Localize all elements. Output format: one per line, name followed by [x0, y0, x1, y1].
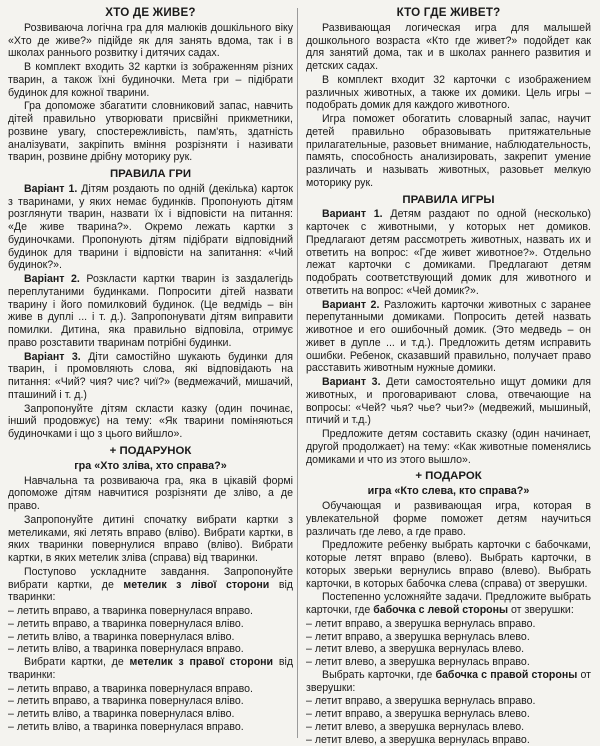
ua-variant-2 [8, 273, 293, 350]
ua-left-list [8, 605, 293, 656]
ua-right-list [8, 683, 293, 734]
ru-variant-3-text: Дети самостоятельно ищут домики для животных, и проговаривают слова, отвечающие на вопросы: «Чей? чья? чье? чьи?» (медвежий, мышиный, птичий и т.д.) [306, 376, 591, 427]
list-item: – летить вправо, а тваринка повернулася вліво. [8, 695, 293, 708]
ua-gift-subtitle: гра «Хто зліва, хто справа?» [74, 459, 227, 472]
ua-variant-2-label: Варіант 2. [24, 273, 80, 286]
ru-variant-1-text: Детям раздают по одной (несколько) карточек с животными, у которых нет домиков. Предлагают детям рассмотреть животных, назвать их и ответить на вопрос: «Где живет животное?». Отдельно лежат карточки с домиками. Предлагают детям подобрать соответствующий домик для животного и ответить на вопрос: «Чей домик?». [306, 208, 591, 297]
list-item: – летит вправо, а зверушка вернулась влево. [306, 708, 591, 721]
ru-gift-p4 [306, 669, 591, 695]
ru-gift-p3 [306, 591, 591, 617]
ru-gift-subtitle: игра «Кто слева, кто справа?» [367, 485, 530, 498]
list-item: – летить вправо, а тваринка повернулася вправо. [8, 683, 293, 696]
ru-rules-title: ПРАВИЛА ИГРЫ [402, 193, 495, 206]
ru-left-list [306, 618, 591, 669]
ua-variant-2-text: Розкласти картки тварин із заздалегідь переплутаними будинками. Попросити дітей назвати тварину і його помилковий будинок. (Це ведмідь – він живе в дуплі ... і т. д.). Запропонувати дітям виправити помилки. Дитина, яка правильно відповіла, отримує право розставити тваринам потрібні будинки. [8, 273, 293, 349]
ua-variant-3-text: Діти самостійно шукають будинки для тварин, і промовляють слова, які відповідають на питання: «Чий? чия? чиє? чиї?» (ведмежачий, мишачий, пташиний і т. д.) [8, 350, 293, 401]
list-item: – летить вліво, а тваринка повернулася вправо. [8, 721, 293, 734]
ru-variant-3-label: Вариант 3. [322, 376, 381, 389]
ru-gift-p3-bold: бабочка с левой стороны [373, 604, 509, 617]
ua-variant-3-label: Варіант 3. [24, 350, 81, 363]
ru-gift-p3-c: от зверушки: [508, 604, 574, 617]
list-item: – летит влево, а зверушка вернулась влево. [306, 643, 591, 656]
list-item: – летит влево, а зверушка вернулась вправо. [306, 656, 591, 669]
russian-column [306, 4, 591, 746]
ru-intro-1: Развивающая логическая игра для малышей дошкольного возраста «Кто где живет?» подойдет как для занятий дома, так и в школах раннего развития и детских садах. [306, 21, 591, 73]
list-item: – летить вправо, а тваринка повернулася вліво. [8, 618, 293, 631]
list-item: – летить вправо, а тваринка повернулася вправо. [8, 605, 293, 618]
ru-variant-1-label: Вариант 1. [322, 208, 383, 221]
ua-rules-title: ПРАВИЛА ГРИ [109, 168, 192, 181]
ua-gift-p3-c: від тваринки: [8, 578, 293, 604]
list-item: – летит влево, а зверушка вернулась влево. [306, 721, 591, 734]
ru-gift-p4-bold: бабочка с правой стороны [435, 668, 578, 681]
ru-title: КТО ГДЕ ЖИВЕТ? [396, 6, 501, 19]
ru-intro-3: Игра поможет обогатить словарный запас, научит детей правильно образовывать притяжательные прилагательные, разовьет внимание, наблюдательность, память, способность анализировать, закрепит умение различать и называть животных, разовьет мелкую моторику рук. [306, 113, 591, 189]
ua-gift-p1: Навчальна та розвиваюча гра, яка в цікавій формі допоможе дітям навчитися розрізняти де зліво, а де право. [8, 474, 293, 513]
ru-variant-3 [306, 376, 591, 427]
ukrainian-column [8, 4, 293, 734]
ua-gift-p2: Запропонуйте дитині спочатку вибрати картки з метеликами, які летять вправо (вліво). Вибрати картки, в яких тваринки повернулися вправо (вліво). Вибрати картки, в яких метелик зліва (справа) від тваринки. [8, 513, 293, 565]
list-item: – летить вліво, а тваринка повернулася вліво. [8, 708, 293, 721]
ua-gift-p3-a: Поступово ускладните завдання. Запропонуйте вибрати картки, де [8, 565, 293, 591]
list-item: – летит вправо, а зверушка вернулась вправо. [306, 618, 591, 631]
list-item: – летить вліво, а тваринка повернулася вліво. [8, 631, 293, 644]
ru-story: Предложите детям составить сказку (один начинает, другой продолжает) на тему: «Как животные поменялись домиками и что из этого вышло». [306, 428, 591, 466]
ua-variant-3 [8, 351, 293, 402]
ua-intro-1: Розвиваюча логічна гра для малюків дошкільного віку «Хто де живе?» підійде як для занять вдома, так і в школах раннього розвитку і дитячих садах. [8, 21, 293, 60]
list-item: – летит вправо, а зверушка вернулась вправо. [306, 695, 591, 708]
ru-variant-1 [306, 208, 591, 297]
list-item: – летит влево, а зверушка вернулась вправо. [306, 734, 591, 746]
ua-gift-p4-bold: метелик з правої сторони [129, 656, 274, 669]
column-divider [297, 8, 298, 738]
ua-gift-title: + ПОДАРУНОК [109, 444, 192, 457]
ua-gift-p4 [8, 656, 293, 682]
ua-gift-p3 [8, 566, 293, 604]
ru-gift-title: + ПОДАРОК [415, 470, 482, 483]
list-item: – летить вліво, а тваринка повернулася вправо. [8, 643, 293, 656]
ru-variant-2 [306, 299, 591, 376]
ua-story: Запропонуйте дітям скласти казку (один починає, інший продовжує) на тему: «Як тварини поміняються будиночками і що з цього вийшло». [8, 402, 293, 441]
ua-variant-1-text: Дітям роздають по одній (декілька) карток з тваринами, у яких немає будинків. Пропонують дітям розглянути тварин, назвати їх і відповісти на питання: «Де живе тварина?». Окремо лежать картки з будиночками. Пропонують дітям підібрати відповідний будинок для тварини і відповісти на запитання: «Чий будинок?». [8, 182, 293, 272]
ua-gift-p4-c: від тваринки: [8, 656, 293, 681]
ua-intro-2: В комплект входить 32 картки із зображенням різних тварин, а також їхні будиночки. Мета гри – підібрати будинок для кожної тварини. [8, 61, 293, 99]
ua-title: ХТО ДЕ ЖИВЕ? [105, 6, 196, 19]
ru-gift-p4-a: Выбрать карточки, где [322, 668, 436, 681]
ua-variant-1-label: Варіант 1. [24, 182, 78, 195]
ru-gift-p1: Обучающая и развивающая игра, которая в увлекательной форме поможет детям научиться различать где лево, а где право. [306, 500, 591, 538]
ua-variant-1 [8, 183, 293, 272]
ru-variant-2-label: Вариант 2. [322, 298, 380, 311]
ru-gift-p2: Предложите ребенку выбрать карточки с бабочками, которые летят вправо (влево). Выбрать карточки, в которых зверьки вернулись вправо (влево). Выбрать карточки, в которых бабочка слева (справа) от зверушки. [306, 539, 591, 590]
ru-gift-p4-c: от зверушки: [306, 668, 591, 694]
list-item: – летит вправо, а зверушка вернулась влево. [306, 631, 591, 644]
ru-gift-p3-a: Постепенно усложняйте задачи. Предложите выбрать карточки, где [306, 591, 591, 617]
ua-intro-3: Гра допоможе збагатити словниковий запас, навчить дітей правильно утворювати присвійні прикметники, розвине увагу, спостережливість, пам'ять, здатність аналізувати, закріпить вміння розрізняти і називати тварин, розвине дрібну моторику рук. [8, 100, 293, 164]
ru-intro-2: В комплект входит 32 карточки с изображением различных животных, а также их домики. Цель игры – подобрать домик для каждого животного. [306, 73, 591, 112]
ua-gift-p3-bold: метелик з лівої сторони [123, 578, 270, 591]
ru-right-list [306, 695, 591, 746]
ua-gift-p4-a: Вибрати картки, де [24, 656, 130, 669]
ru-variant-2-text: Разложить карточки животных с заранее перепутанными домиками. Попросить детей назвать животное и его ошибочный домик. (Это медведь – он живет в дупле ... и т.д.). Предложить детям исправить ошибки. Ребенок, сказавший правильно, получает право расставить животным нужные домики. [306, 298, 591, 375]
